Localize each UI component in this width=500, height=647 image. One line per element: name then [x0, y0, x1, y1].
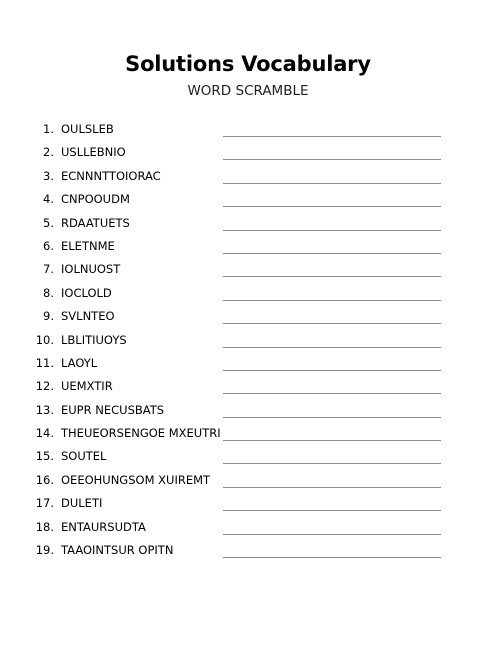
item-number: 3. [43, 168, 54, 183]
item-number: 9. [43, 309, 54, 324]
item-number: 12. [35, 379, 54, 394]
item-number: 1. [43, 122, 54, 136]
scrambled-word: EUPR NECUSBATS [61, 402, 165, 417]
answer-line [223, 417, 441, 418]
answer-line [223, 323, 441, 324]
item-number: 18. [35, 519, 54, 534]
item-number: 15. [35, 449, 54, 464]
scrambled-word: LBLITIUOYS [61, 332, 127, 347]
item-number: 7. [43, 262, 54, 277]
scrambled-word: IOCLOLD [61, 285, 112, 300]
list-item [0, 213, 500, 236]
list-item [0, 119, 500, 142]
scrambled-word: OULSLEB [61, 122, 114, 136]
answer-line [223, 510, 441, 511]
list-item [0, 236, 500, 259]
list-item [0, 330, 500, 353]
answer-line [223, 557, 441, 558]
answer-line [223, 206, 441, 207]
worksheet-subtitle: WORD SCRAMBLE [187, 83, 309, 99]
scrambled-word: LAOYL [61, 355, 98, 370]
list-item [0, 470, 500, 493]
item-number: 17. [35, 496, 54, 511]
scrambled-word: CNPOOUDM [61, 192, 130, 207]
answer-line [223, 253, 441, 254]
list-item [0, 189, 500, 212]
scrambled-word: SVLNTEO [61, 309, 115, 324]
item-number: 4. [43, 192, 54, 207]
list-item [0, 517, 500, 540]
scrambled-word: ECNNNTTOIORAC [61, 168, 161, 183]
list-item [0, 142, 500, 165]
answer-line [223, 487, 441, 488]
scrambled-word: ELETNME [61, 238, 115, 253]
item-number: 6. [43, 238, 54, 253]
item-number: 5. [43, 215, 54, 230]
item-number: 2. [43, 145, 54, 160]
answer-line [223, 183, 441, 184]
item-number: 13. [35, 402, 54, 417]
scrambled-word: ENTAURSUDTA [61, 519, 146, 534]
item-number: 14. [35, 426, 54, 441]
list-item [0, 353, 500, 376]
item-number: 10. [35, 332, 54, 347]
scramble-list [0, 119, 500, 563]
list-item [0, 423, 500, 446]
scrambled-word: OEEOHUNGSOM XUIREMT [61, 472, 211, 487]
list-item [0, 493, 500, 516]
scrambled-word: IOLNUOST [61, 262, 121, 277]
answer-line [223, 534, 441, 535]
answer-line [223, 159, 441, 160]
worksheet-title: Solutions Vocabulary [125, 52, 371, 76]
item-number: 8. [43, 285, 54, 300]
scrambled-word: USLLEBNIO [61, 145, 126, 160]
scrambled-word: DULETI [61, 496, 103, 511]
list-item [0, 540, 500, 563]
scrambled-word: RDAATUETS [61, 215, 130, 230]
scrambled-word: SOUTEL [61, 449, 107, 464]
scrambled-word: THEUEORSENGOE MXEUTRI [61, 426, 221, 441]
list-item [0, 306, 500, 329]
answer-line [223, 276, 441, 277]
scrambled-word: TAAOINTSUR OPITN [61, 543, 174, 558]
answer-line [223, 300, 441, 301]
list-item [0, 259, 500, 282]
answer-line [223, 463, 441, 464]
answer-line [223, 393, 441, 394]
answer-line [223, 136, 441, 137]
item-number: 16. [35, 472, 54, 487]
answer-line [223, 370, 441, 371]
list-item [0, 446, 500, 469]
list-item [0, 376, 500, 399]
scrambled-word: UEMXTIR [61, 379, 113, 394]
list-item [0, 400, 500, 423]
answer-line [223, 440, 441, 441]
list-item [0, 283, 500, 306]
answer-line [223, 230, 441, 231]
item-number: 11. [35, 355, 54, 370]
item-number: 19. [35, 543, 54, 558]
list-item [0, 166, 500, 189]
answer-line [223, 347, 441, 348]
